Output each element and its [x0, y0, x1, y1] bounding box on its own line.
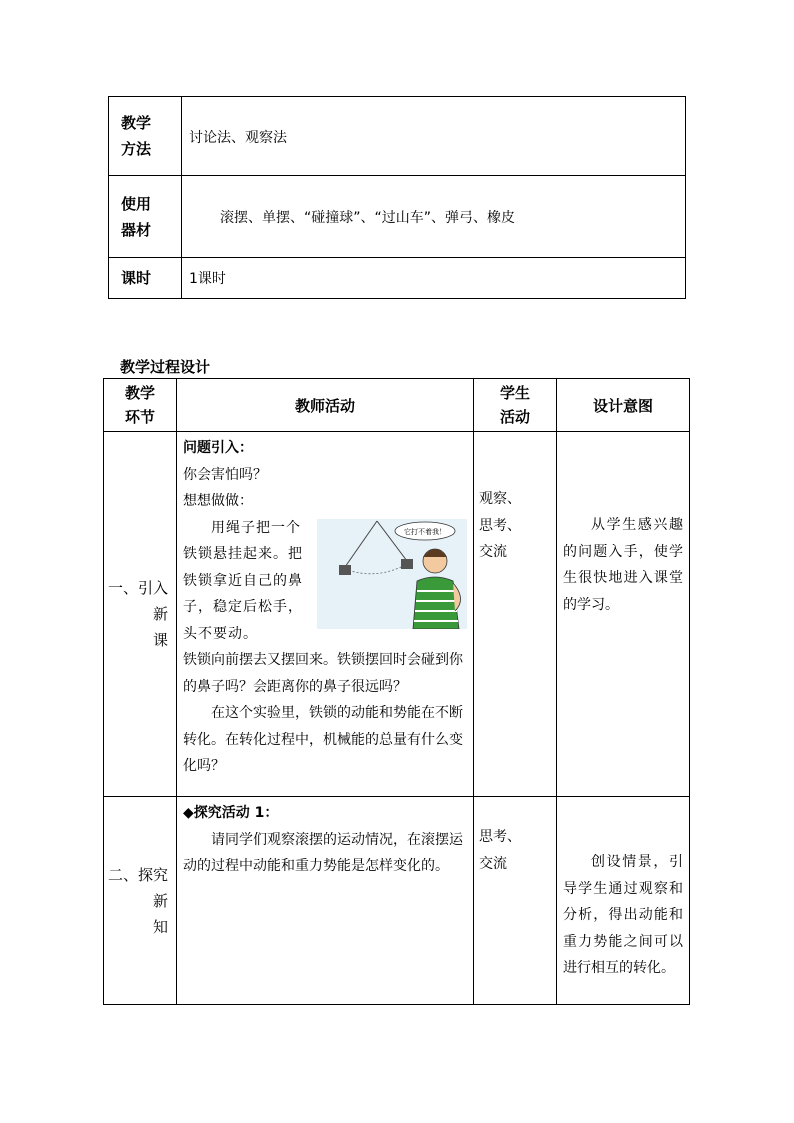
lock-right: [401, 559, 413, 569]
header-stage: 教学 环节: [104, 379, 177, 432]
intro-line-1: 你会害怕吗？: [183, 466, 267, 483]
pendulum-illustration: [317, 519, 467, 629]
pendulum-instructions: 用绳子把一个铁锁悬挂起来。把铁锁拿近自己的鼻子，稳定后松手，头不要动。: [183, 519, 303, 642]
lock-left: [339, 565, 351, 575]
method-value: 讨论法、观察法: [182, 97, 686, 176]
process-table: [103, 378, 690, 1005]
period-value: 1课时: [182, 258, 686, 299]
explore-paragraph: 请同学们观察滚摆的运动情况，在滚摆运动的过程中动能和重力势能是怎样变化的。: [183, 831, 463, 874]
method-label: 教学 方法: [109, 97, 182, 176]
pendulum-section: [183, 515, 467, 648]
stage-explore: 二、探究 新 知: [104, 797, 177, 1005]
intro-line-2: 想想做做：: [183, 493, 253, 509]
intro-paragraph-1: 铁锁向前摆去又摆回来。铁锁摆回时会碰到你的鼻子吗？会距离你的鼻子很远吗？: [183, 652, 463, 695]
intro-heading: 问题引入：: [183, 440, 253, 456]
design-intent-intro: 从学生感兴趣的问题入手，使学生很快地进入课堂的学习。: [557, 432, 690, 797]
teacher-activity-explore: [177, 797, 474, 1005]
period-label: 课时: [109, 258, 182, 299]
design-intent-explore: 创设情景，引导学生通过观察和分析，得出动能和重力势能之间可以进行相互的转化。: [557, 797, 690, 1005]
header-student: 学生 活动: [474, 379, 557, 432]
process-title: 教学过程设计: [120, 358, 211, 376]
header-intent: 设计意图: [557, 379, 690, 432]
info-table: [108, 96, 686, 299]
equipment-label: 使用 器材: [109, 176, 182, 258]
teacher-activity-intro: [177, 432, 474, 797]
speech-text: 它打不着我！: [404, 527, 446, 536]
student-activity-intro: 观察、 思考、 交流: [474, 432, 557, 797]
student-activity-explore: 思考、 交流: [474, 797, 557, 1005]
equipment-value: 滚摆、单摆、“碰撞球”、“过山车”、弹弓、橡皮: [182, 176, 686, 258]
intro-paragraph-2: 在这个实验里，铁锁的动能和势能在不断转化。在转化过程中，机械能的总量有什么变化吗？: [183, 705, 463, 774]
header-teacher: 教师活动: [177, 379, 474, 432]
explore-heading: ◆探究活动 1：: [183, 805, 279, 821]
stage-intro: 一、引入 新 课: [104, 432, 177, 797]
